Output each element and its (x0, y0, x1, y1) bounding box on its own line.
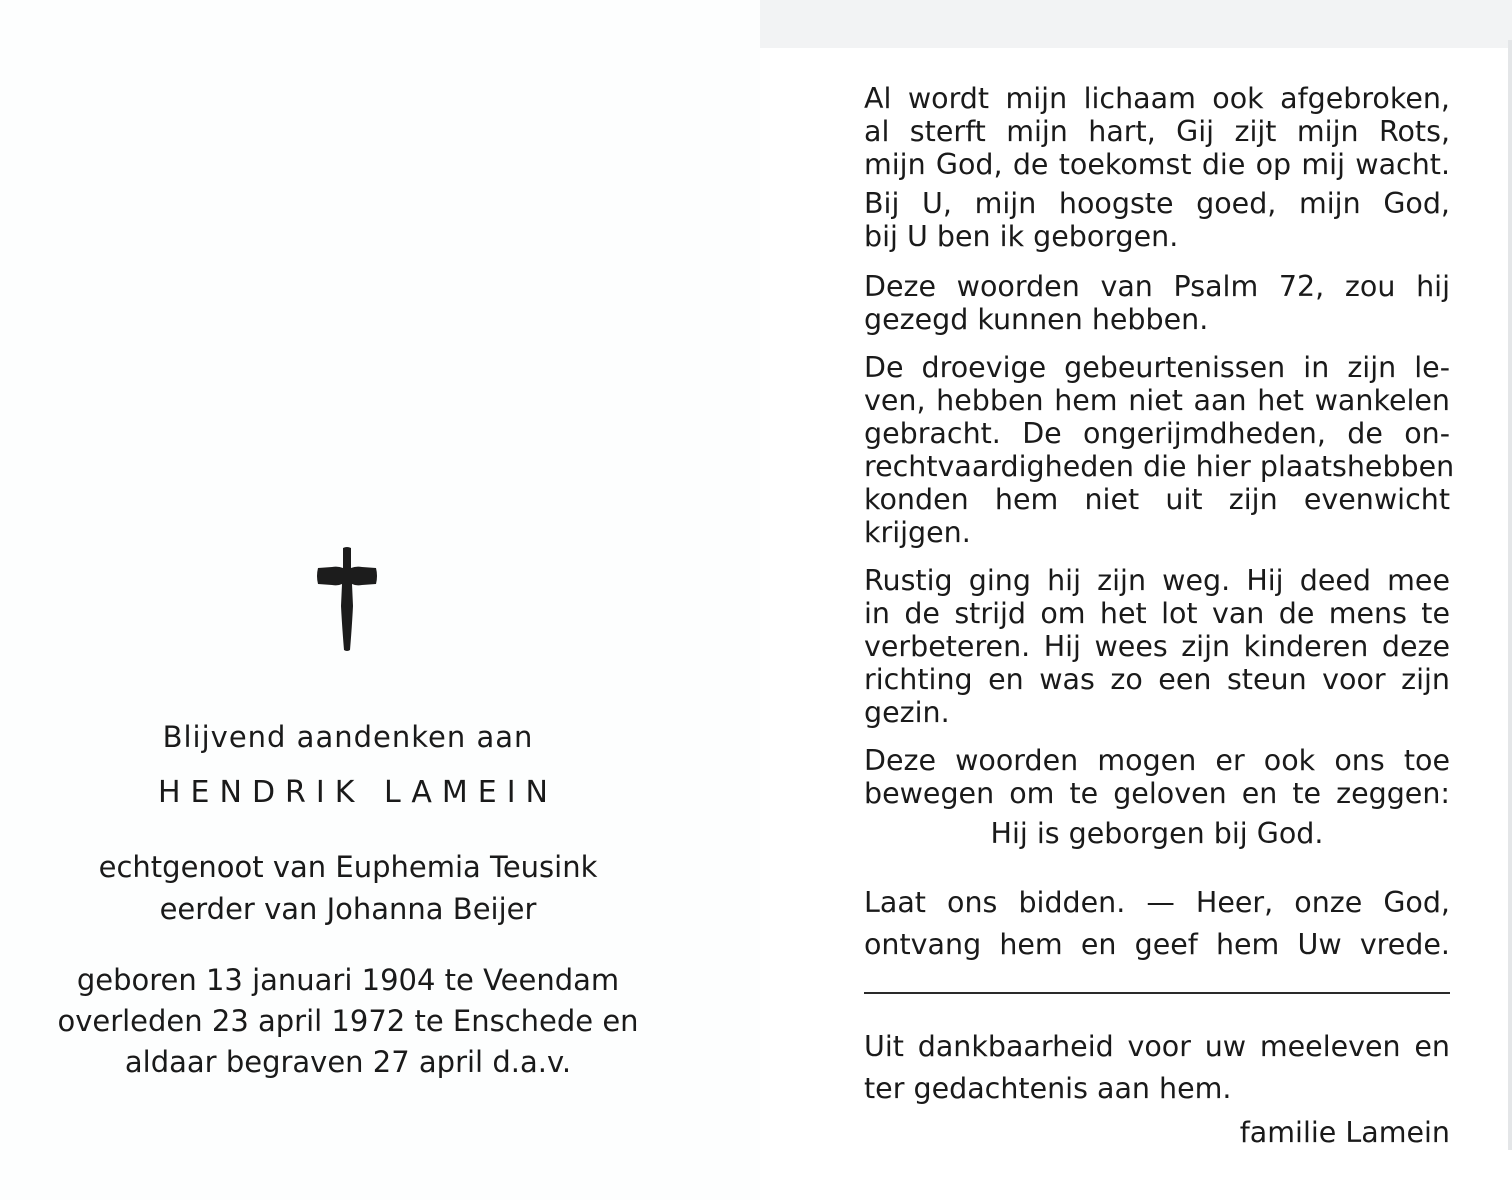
life-paragraph (864, 351, 1455, 549)
paragraph-line: Deze woorden mogen er ook ons toe (864, 744, 1450, 777)
dates-block (40, 960, 656, 1083)
former-spouse-line: eerder van Johanna Beijer (159, 892, 537, 926)
top-shadow (760, 0, 1512, 48)
right-edge-shadow (1508, 40, 1512, 1150)
prayer-line: Laat ons bidden. — Heer, onze God, (864, 886, 1450, 919)
poem-stanza-2 (864, 187, 1450, 253)
paragraph-line: rechtvaardigheden die hier plaatshebben (864, 450, 1455, 483)
burial-line: aldaar begraven 27 april d.a.v. (124, 1045, 572, 1079)
paragraph-line: De droevige gebeurtenissen in zijn le- (864, 351, 1450, 384)
poem-line: Bij U, mijn hoogste goed, mijn God, (864, 187, 1450, 220)
spouse-line: echtgenoot van Euphemia Teusink (98, 850, 598, 884)
birth-line: geboren 13 januari 1904 te Veendam (76, 963, 620, 997)
paragraph-line: in de strijd om het lot van de mens te (864, 597, 1450, 630)
words-paragraph (864, 744, 1450, 810)
paragraph-line: bewegen om te geloven en te zeggen: (864, 777, 1450, 810)
cross-icon (316, 546, 378, 654)
prayer-line: ontvang hem en geef hem Uw vrede. (864, 928, 1450, 961)
paragraph-line: gebracht. De ongerijmdheden, de on- (864, 417, 1450, 450)
thanks-line: Uit dankbaarheid voor uw meeleven en (864, 1030, 1450, 1063)
paragraph-line: verbeteren. Hij wees zijn kinderen deze (864, 630, 1450, 663)
divider-rule (864, 992, 1450, 994)
paragraph-line: gezin. (864, 696, 950, 729)
intro-text: Blijvend aandenken aan (162, 720, 534, 754)
path-paragraph (864, 564, 1450, 729)
refrain-line: Hij is geborgen bij God. (990, 817, 1324, 850)
signature-block (864, 1116, 1450, 1149)
thanks-line: ter gedachtenis aan hem. (864, 1072, 1232, 1105)
paragraph-line: Deze woorden van Psalm 72, zou hij (864, 270, 1450, 303)
prayer-block (864, 882, 1450, 966)
thanks-block (864, 1026, 1450, 1110)
paragraph-line: gezegd kunnen hebben. (864, 303, 1209, 336)
paragraph-line: ven, hebben hem niet aan het wankelen (864, 384, 1450, 417)
psalm-paragraph (864, 270, 1450, 336)
paragraph-line: krijgen. (864, 516, 971, 549)
poem-stanza-1 (864, 82, 1450, 181)
poem-line: bij U ben ik geborgen. (864, 220, 1179, 253)
spouse-block (40, 846, 656, 930)
death-line: overleden 23 april 1972 te Enschede en (57, 1004, 639, 1038)
paragraph-line: richting en was zo een steun voor zijn (864, 663, 1450, 696)
poem-line: al sterft mijn hart, Gij zijt mijn Rots, (864, 115, 1450, 148)
paragraph-line: Rustig ging hij zijn weg. Hij deed mee (864, 564, 1450, 597)
poem-line: mijn God, de toekomst die op mij wacht. (864, 148, 1450, 181)
paragraph-line: konden hem niet uit zijn evenwicht (864, 483, 1450, 516)
deceased-name: HENDRIK LAMEIN (157, 775, 558, 810)
poem-line: Al wordt mijn lichaam ook afgebroken, (864, 82, 1450, 115)
refrain-block (864, 817, 1450, 850)
signature: familie Lamein (1239, 1116, 1450, 1149)
